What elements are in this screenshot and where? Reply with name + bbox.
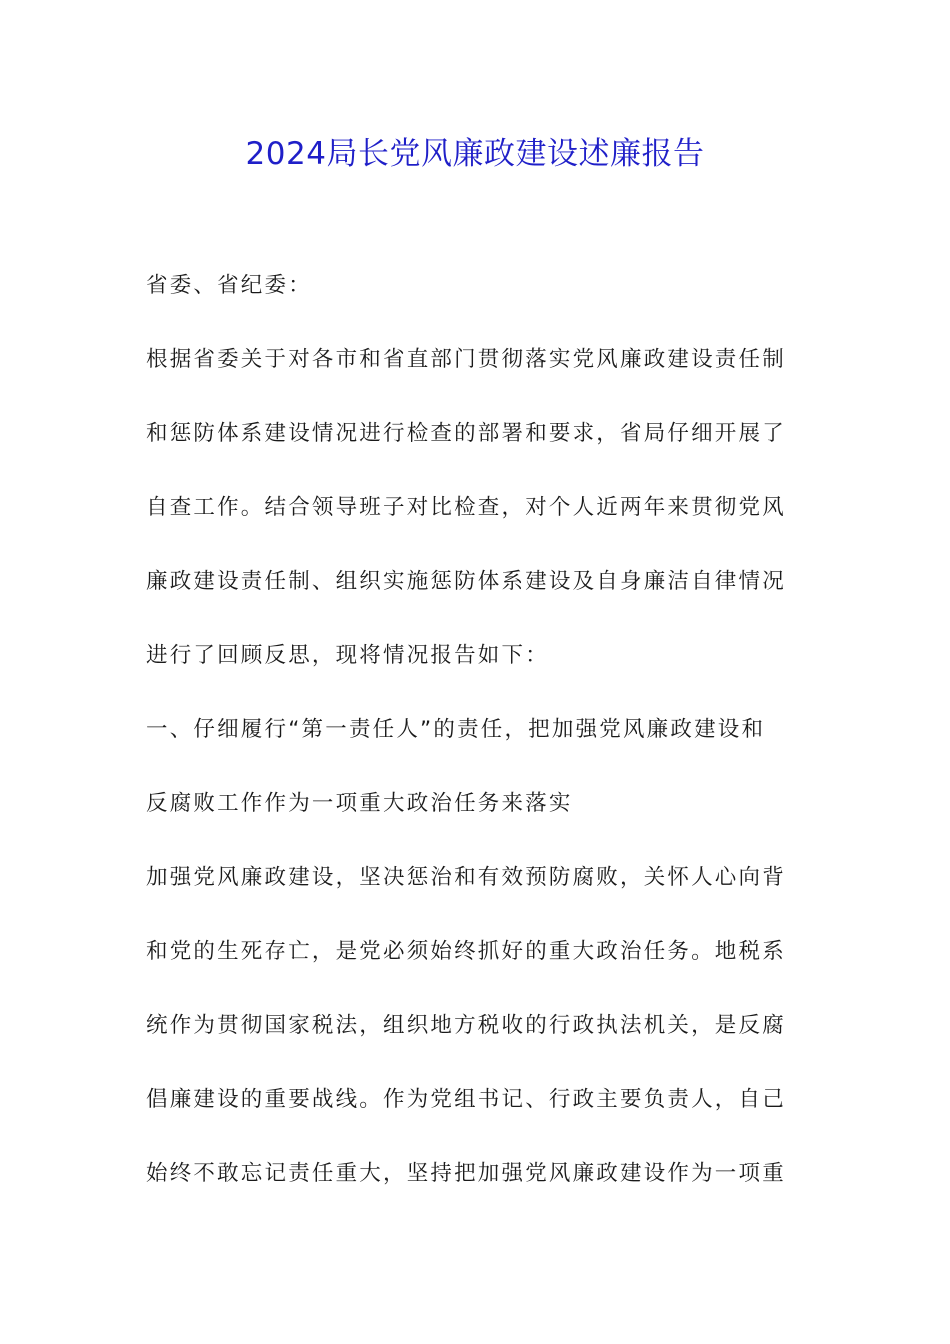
paragraph-line: 倡廉建设的重要战线。作为党组书记、行政主要负责人，自己	[146, 1087, 786, 1112]
paragraph-line: 加强党风廉政建设，坚决惩治和有效预防腐败，关怀人心向背	[146, 865, 786, 890]
section-heading-line: 反腐败工作作为一项重大政治任务来落实	[146, 791, 573, 816]
document-title: 2024局长党风廉政建设述廉报告	[245, 136, 705, 172]
salutation-line: 省委、省纪委：	[146, 273, 312, 298]
section-heading-line: 一、仔细履行“第一责任人”的责任，把加强党风廉政建设和	[146, 717, 766, 742]
paragraph-line: 自查工作。结合领导班子对比检查，对个人近两年来贯彻党风	[146, 495, 786, 520]
document-body	[146, 258, 806, 1220]
paragraph-line: 进行了回顾反思，现将情况报告如下：	[146, 643, 549, 668]
paragraph-line: 廉政建设责任制、组织实施惩防体系建设及自身廉洁自律情况	[146, 569, 786, 594]
paragraph-line: 和党的生死存亡，是党必须始终抓好的重大政治任务。地税系	[146, 939, 786, 964]
paragraph-line: 始终不敢忘记责任重大，坚持把加强党风廉政建设作为一项重	[146, 1161, 786, 1186]
paragraph-line: 和惩防体系建设情况进行检查的部署和要求，省局仔细开展了	[146, 421, 786, 446]
paragraph-line: 统作为贯彻国家税法，组织地方税收的行政执法机关，是反腐	[146, 1013, 786, 1038]
paragraph-line: 根据省委关于对各市和省直部门贯彻落实党风廉政建设责任制	[146, 347, 786, 372]
